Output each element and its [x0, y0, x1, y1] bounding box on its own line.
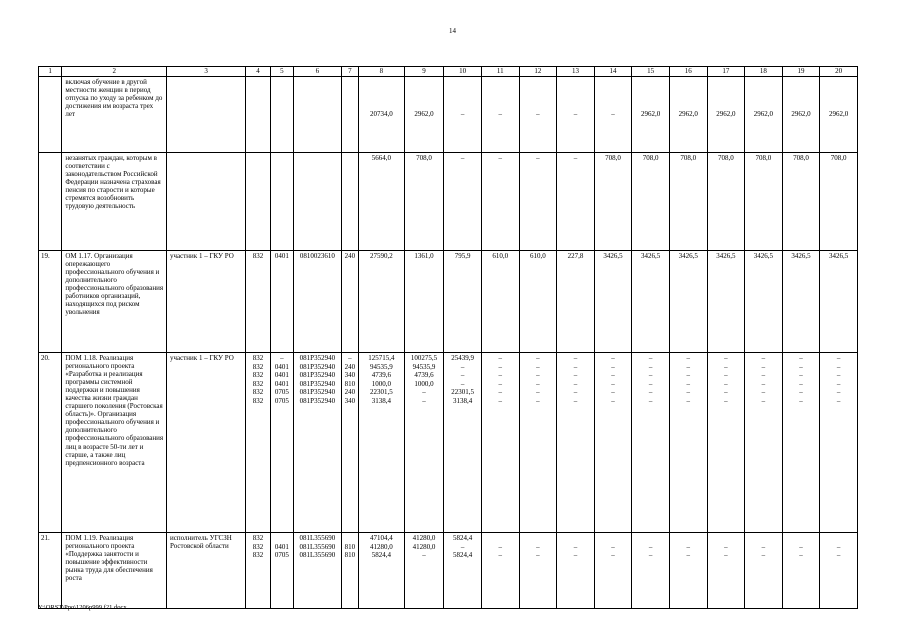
list-value: – [573, 362, 578, 371]
value-cell [359, 533, 405, 609]
value-cell: – [444, 77, 482, 153]
code-cell [270, 533, 293, 609]
list-value: – [611, 551, 615, 559]
code-cell [341, 353, 358, 533]
list-value: 081L355690 [299, 542, 336, 551]
list-value: – [836, 388, 841, 396]
list-value: 832 [252, 534, 264, 542]
list-value: – [724, 388, 728, 396]
value-cell [404, 353, 444, 533]
list-value: 4739,6 [371, 371, 391, 379]
column-header: 10 [444, 67, 482, 77]
budget-table [38, 66, 858, 609]
list-value: – [761, 371, 766, 379]
value-cell [557, 533, 595, 609]
list-value: – [573, 379, 578, 388]
value-cell: – [481, 153, 519, 251]
list-value [747, 534, 780, 543]
list-value: – [761, 379, 766, 388]
list-value: – [536, 371, 540, 379]
list-value: – [498, 542, 502, 551]
value-cell: 708,0 [707, 153, 745, 251]
value-cell [557, 353, 595, 533]
list-value: – [761, 388, 766, 396]
list-value: – [648, 362, 653, 371]
value-cell: 2962,0 [404, 77, 444, 153]
list-value: – [836, 371, 841, 379]
list-value: – [761, 362, 766, 371]
list-value: – [761, 396, 766, 405]
list-value: – [724, 551, 728, 559]
list-value: 22301,5 [451, 388, 475, 396]
list-value: 081P352940 [299, 354, 336, 362]
list-value [710, 534, 743, 543]
column-header: 6 [294, 67, 342, 77]
list-value: – [536, 379, 540, 388]
list-value: 41280,0 [370, 542, 393, 551]
list-value: 41280,0 [412, 534, 436, 542]
list-value: – [536, 396, 540, 405]
list-value: – [422, 388, 426, 396]
list-value: 081P352940 [299, 371, 336, 379]
list-value: – [498, 388, 502, 396]
column-header: 8 [359, 67, 405, 77]
list-value: 832 [252, 396, 264, 405]
list-value: 0401 [274, 542, 289, 551]
list-value: – [799, 362, 803, 371]
value-cell: 610,0 [519, 251, 557, 353]
executor: участник 1 – ГКУ РО [167, 251, 246, 353]
value-cell [481, 353, 519, 533]
list-value: 3138,4 [453, 396, 473, 405]
column-header: 19 [782, 67, 820, 77]
executor: участник 1 – ГКУ РО [167, 353, 246, 533]
column-header: 11 [481, 67, 519, 77]
list-value: – [648, 379, 653, 388]
list-value: – [422, 396, 426, 405]
value-cell [745, 533, 783, 609]
list-value: – [460, 362, 465, 371]
value-cell: 3426,5 [782, 251, 820, 353]
list-value: – [836, 354, 841, 362]
list-value: 3138,4 [371, 396, 391, 405]
list-value: – [799, 396, 803, 405]
value-cell: 2962,0 [632, 77, 670, 153]
list-value: – [761, 551, 766, 559]
list-value: – [460, 542, 465, 551]
file-path-footer: Y:\ORST\Ppo\1206p999.f21.docx [38, 604, 127, 611]
value-cell: 795,9 [444, 251, 482, 353]
value-cell [594, 533, 632, 609]
column-header: 3 [167, 67, 246, 77]
list-value: 41280,0 [412, 542, 436, 551]
value-cell: 3426,5 [745, 251, 783, 353]
row-name: ПОМ 1.18. Реализация регионального проекта «Разработка и реализация программы системной поддержки и повышения качества жизни граждан старшего поколения (Ростовская область)». Организация профессионального обучения и дополнительного профессионального образования лиц в возрасте 50-ти лет и старше, а также лиц предпенсионного возраста [62, 353, 167, 533]
list-value: 0705 [274, 388, 289, 396]
page-number: 14 [449, 27, 456, 35]
list-value [672, 534, 705, 543]
list-value: – [648, 371, 653, 379]
list-value: 1000,0 [414, 379, 434, 388]
value-cell [632, 533, 670, 609]
list-value: – [686, 354, 690, 362]
list-value: – [836, 379, 841, 388]
value-cell: 2962,0 [745, 77, 783, 153]
list-value: 22301,5 [370, 388, 393, 396]
value-cell: 3426,5 [594, 251, 632, 353]
list-value: – [648, 396, 653, 405]
value-cell: 2962,0 [782, 77, 820, 153]
list-value: 0401 [274, 379, 289, 388]
value-cell: 3426,5 [669, 251, 707, 353]
list-value: – [836, 542, 841, 551]
value-cell [632, 353, 670, 533]
value-cell: – [557, 77, 595, 153]
column-header: 16 [669, 67, 707, 77]
list-value: – [686, 551, 690, 559]
list-value: – [799, 354, 803, 362]
list-value: 240 [344, 388, 356, 396]
list-value: 810 [344, 542, 356, 551]
list-value: – [799, 379, 803, 388]
row-name: ОМ 1.17. Организация опережающего профессионального обучения и дополнительного профессионального образования работников организаций, находящихся под риском увольнения [62, 251, 167, 353]
code-cell [294, 353, 342, 533]
list-value: – [686, 396, 690, 405]
list-value: 810 [344, 379, 356, 388]
list-value: – [573, 551, 578, 559]
list-value: – [836, 396, 841, 405]
list-value: – [573, 354, 578, 362]
list-value: 081L355690 [299, 534, 336, 542]
value-cell [444, 353, 482, 533]
list-value: 1000,0 [371, 379, 391, 388]
list-value: 810 [344, 551, 356, 559]
code-cell: 0810023610 [294, 251, 342, 353]
list-value: – [573, 542, 578, 551]
value-cell: 227,8 [557, 251, 595, 353]
column-header: 4 [246, 67, 270, 77]
value-cell [519, 533, 557, 609]
list-value: 832 [252, 379, 264, 388]
list-value: – [799, 551, 803, 559]
value-cell [707, 353, 745, 533]
list-value: 5824,4 [453, 534, 473, 542]
row-num [39, 77, 62, 153]
list-value: – [536, 388, 540, 396]
list-value: – [686, 362, 690, 371]
code-cell: 0401 [270, 251, 293, 353]
list-value: 0705 [274, 551, 289, 559]
list-value: – [422, 551, 426, 559]
list-value: 832 [252, 354, 264, 362]
list-value [822, 534, 855, 543]
list-value: – [724, 542, 728, 551]
list-value: 4739,6 [414, 371, 434, 379]
list-value: – [648, 551, 653, 559]
list-value: – [611, 362, 615, 371]
list-value [634, 534, 667, 543]
code-cell [270, 353, 293, 533]
column-header: 17 [707, 67, 745, 77]
value-cell: 708,0 [782, 153, 820, 251]
value-cell: 27590,2 [359, 251, 405, 353]
value-cell: 2962,0 [707, 77, 745, 153]
column-header: 2 [62, 67, 167, 77]
list-value: – [573, 388, 578, 396]
list-value: 081P352940 [299, 379, 336, 388]
list-value: – [761, 542, 766, 551]
row-name: незанятых граждан, которым в соответствии с законодательством Российской Федерации назначена страховая пенсия по старости и которые стремятся возобновить трудовую деятельность [62, 153, 167, 251]
value-cell [404, 533, 444, 609]
list-value: 081L355690 [299, 551, 336, 559]
value-cell: 708,0 [745, 153, 783, 251]
list-value: – [724, 362, 728, 371]
list-value: 47104,4 [370, 534, 393, 542]
code-cell [246, 353, 270, 533]
value-cell: 708,0 [820, 153, 858, 251]
list-value: – [498, 362, 502, 371]
value-cell: – [557, 153, 595, 251]
list-value: 25439,9 [451, 354, 475, 362]
table-row [39, 251, 858, 353]
list-value: – [498, 551, 502, 559]
list-value: 832 [252, 371, 264, 379]
value-cell: 1361,0 [404, 251, 444, 353]
list-value: – [536, 362, 540, 371]
list-value: 081P352940 [299, 396, 336, 405]
list-value: – [724, 396, 728, 405]
list-value: 832 [252, 542, 264, 551]
value-cell: – [519, 153, 557, 251]
code-cell [294, 533, 342, 609]
list-value: 081P352940 [299, 362, 336, 371]
column-header: 13 [557, 67, 595, 77]
table-row [39, 153, 858, 251]
list-value: – [611, 371, 615, 379]
list-value: 100275,5 [410, 354, 438, 362]
list-value: – [799, 542, 803, 551]
list-value [785, 534, 818, 543]
value-cell: 20734,0 [359, 77, 405, 153]
list-value: – [498, 354, 502, 362]
table-row [39, 77, 858, 153]
list-value [522, 534, 555, 543]
list-value: 832 [252, 551, 264, 559]
value-cell: 3426,5 [632, 251, 670, 353]
header-row [39, 67, 858, 77]
list-value: 832 [252, 388, 264, 396]
executor: исполнитель УГСЗН Ростовской области [167, 533, 246, 609]
value-cell: – [519, 77, 557, 153]
list-value: – [280, 354, 284, 362]
list-value: – [611, 396, 615, 405]
list-value: – [611, 379, 615, 388]
list-value: 94535,9 [412, 362, 436, 371]
value-cell [519, 353, 557, 533]
value-cell: – [594, 77, 632, 153]
value-cell: 708,0 [404, 153, 444, 251]
code-cell [341, 533, 358, 609]
column-header: 7 [341, 67, 358, 77]
value-cell: 2962,0 [820, 77, 858, 153]
value-cell: – [444, 153, 482, 251]
value-cell [745, 353, 783, 533]
list-value: – [536, 542, 540, 551]
list-value: 0401 [274, 371, 289, 379]
value-cell [359, 353, 405, 533]
value-cell: 708,0 [632, 153, 670, 251]
table-row [39, 533, 858, 609]
list-value: 125715,4 [368, 354, 395, 362]
column-header: 15 [632, 67, 670, 77]
list-value: 94535,9 [370, 362, 393, 371]
list-value: – [536, 354, 540, 362]
list-value: – [648, 542, 653, 551]
list-value: – [648, 388, 653, 396]
value-cell [820, 533, 858, 609]
column-header: 1 [39, 67, 62, 77]
value-cell: 5664,0 [359, 153, 405, 251]
code-cell: 832 [246, 251, 270, 353]
list-value: – [498, 396, 502, 405]
value-cell: 708,0 [594, 153, 632, 251]
value-cell [594, 353, 632, 533]
list-value: – [836, 551, 841, 559]
list-value [597, 534, 630, 543]
value-cell [782, 353, 820, 533]
list-value: – [686, 379, 690, 388]
value-cell [820, 353, 858, 533]
list-value: 832 [252, 362, 264, 371]
list-value: – [836, 362, 841, 371]
list-value: – [611, 542, 615, 551]
value-cell [707, 533, 745, 609]
column-header: 18 [745, 67, 783, 77]
column-header: 20 [820, 67, 858, 77]
column-header: 12 [519, 67, 557, 77]
value-cell [782, 533, 820, 609]
list-value: 5824,4 [371, 551, 391, 559]
row-name: включая обучение в другой местности женщин в период отпуска по уходу за ребенком до достижения им возраста трех лет [62, 77, 167, 153]
list-value: 081P352940 [299, 388, 336, 396]
list-value: – [573, 371, 578, 379]
list-value: – [686, 371, 690, 379]
value-cell: 610,0 [481, 251, 519, 353]
list-value: – [611, 388, 615, 396]
list-value: – [799, 388, 803, 396]
value-cell: – [481, 77, 519, 153]
list-value [484, 534, 517, 543]
list-value: – [648, 354, 653, 362]
column-header: 5 [270, 67, 293, 77]
list-value: – [498, 371, 502, 379]
list-value: – [761, 354, 766, 362]
column-header: 14 [594, 67, 632, 77]
list-value: – [686, 388, 690, 396]
value-cell [481, 533, 519, 609]
value-cell: 2962,0 [669, 77, 707, 153]
list-value [559, 534, 592, 543]
list-value: 0401 [274, 362, 289, 371]
list-value: 240 [344, 362, 356, 371]
list-value: – [460, 379, 465, 388]
row-name: ПОМ 1.19. Реализация регионального проекта «Поддержка занятости и повышение эффективности рынка труда для обеспечения роста [62, 533, 167, 609]
list-value: 340 [344, 396, 356, 405]
code-cell: 240 [341, 251, 358, 353]
value-cell [669, 353, 707, 533]
list-value: – [611, 354, 615, 362]
list-value: – [498, 379, 502, 388]
list-value: 5824,4 [453, 551, 473, 559]
list-value [344, 534, 356, 543]
list-value: – [724, 379, 728, 388]
list-value: 340 [344, 371, 356, 379]
row-num: 20. [39, 353, 62, 533]
value-cell: 3426,5 [820, 251, 858, 353]
list-value: 0705 [274, 396, 289, 405]
code-cell [246, 533, 270, 609]
column-header: 9 [404, 67, 444, 77]
list-value: – [460, 371, 465, 379]
row-num: 21. [39, 533, 62, 609]
list-value: – [348, 354, 352, 362]
list-value: – [724, 371, 728, 379]
value-cell [669, 533, 707, 609]
list-value: – [686, 542, 690, 551]
value-cell [444, 533, 482, 609]
value-cell: 708,0 [669, 153, 707, 251]
row-num: 19. [39, 251, 62, 353]
list-value: – [799, 371, 803, 379]
table-row [39, 353, 858, 533]
list-value: – [573, 396, 578, 405]
list-value [273, 534, 291, 543]
list-value: – [724, 354, 728, 362]
value-cell: 3426,5 [707, 251, 745, 353]
row-num [39, 153, 62, 251]
list-value: – [536, 551, 540, 559]
